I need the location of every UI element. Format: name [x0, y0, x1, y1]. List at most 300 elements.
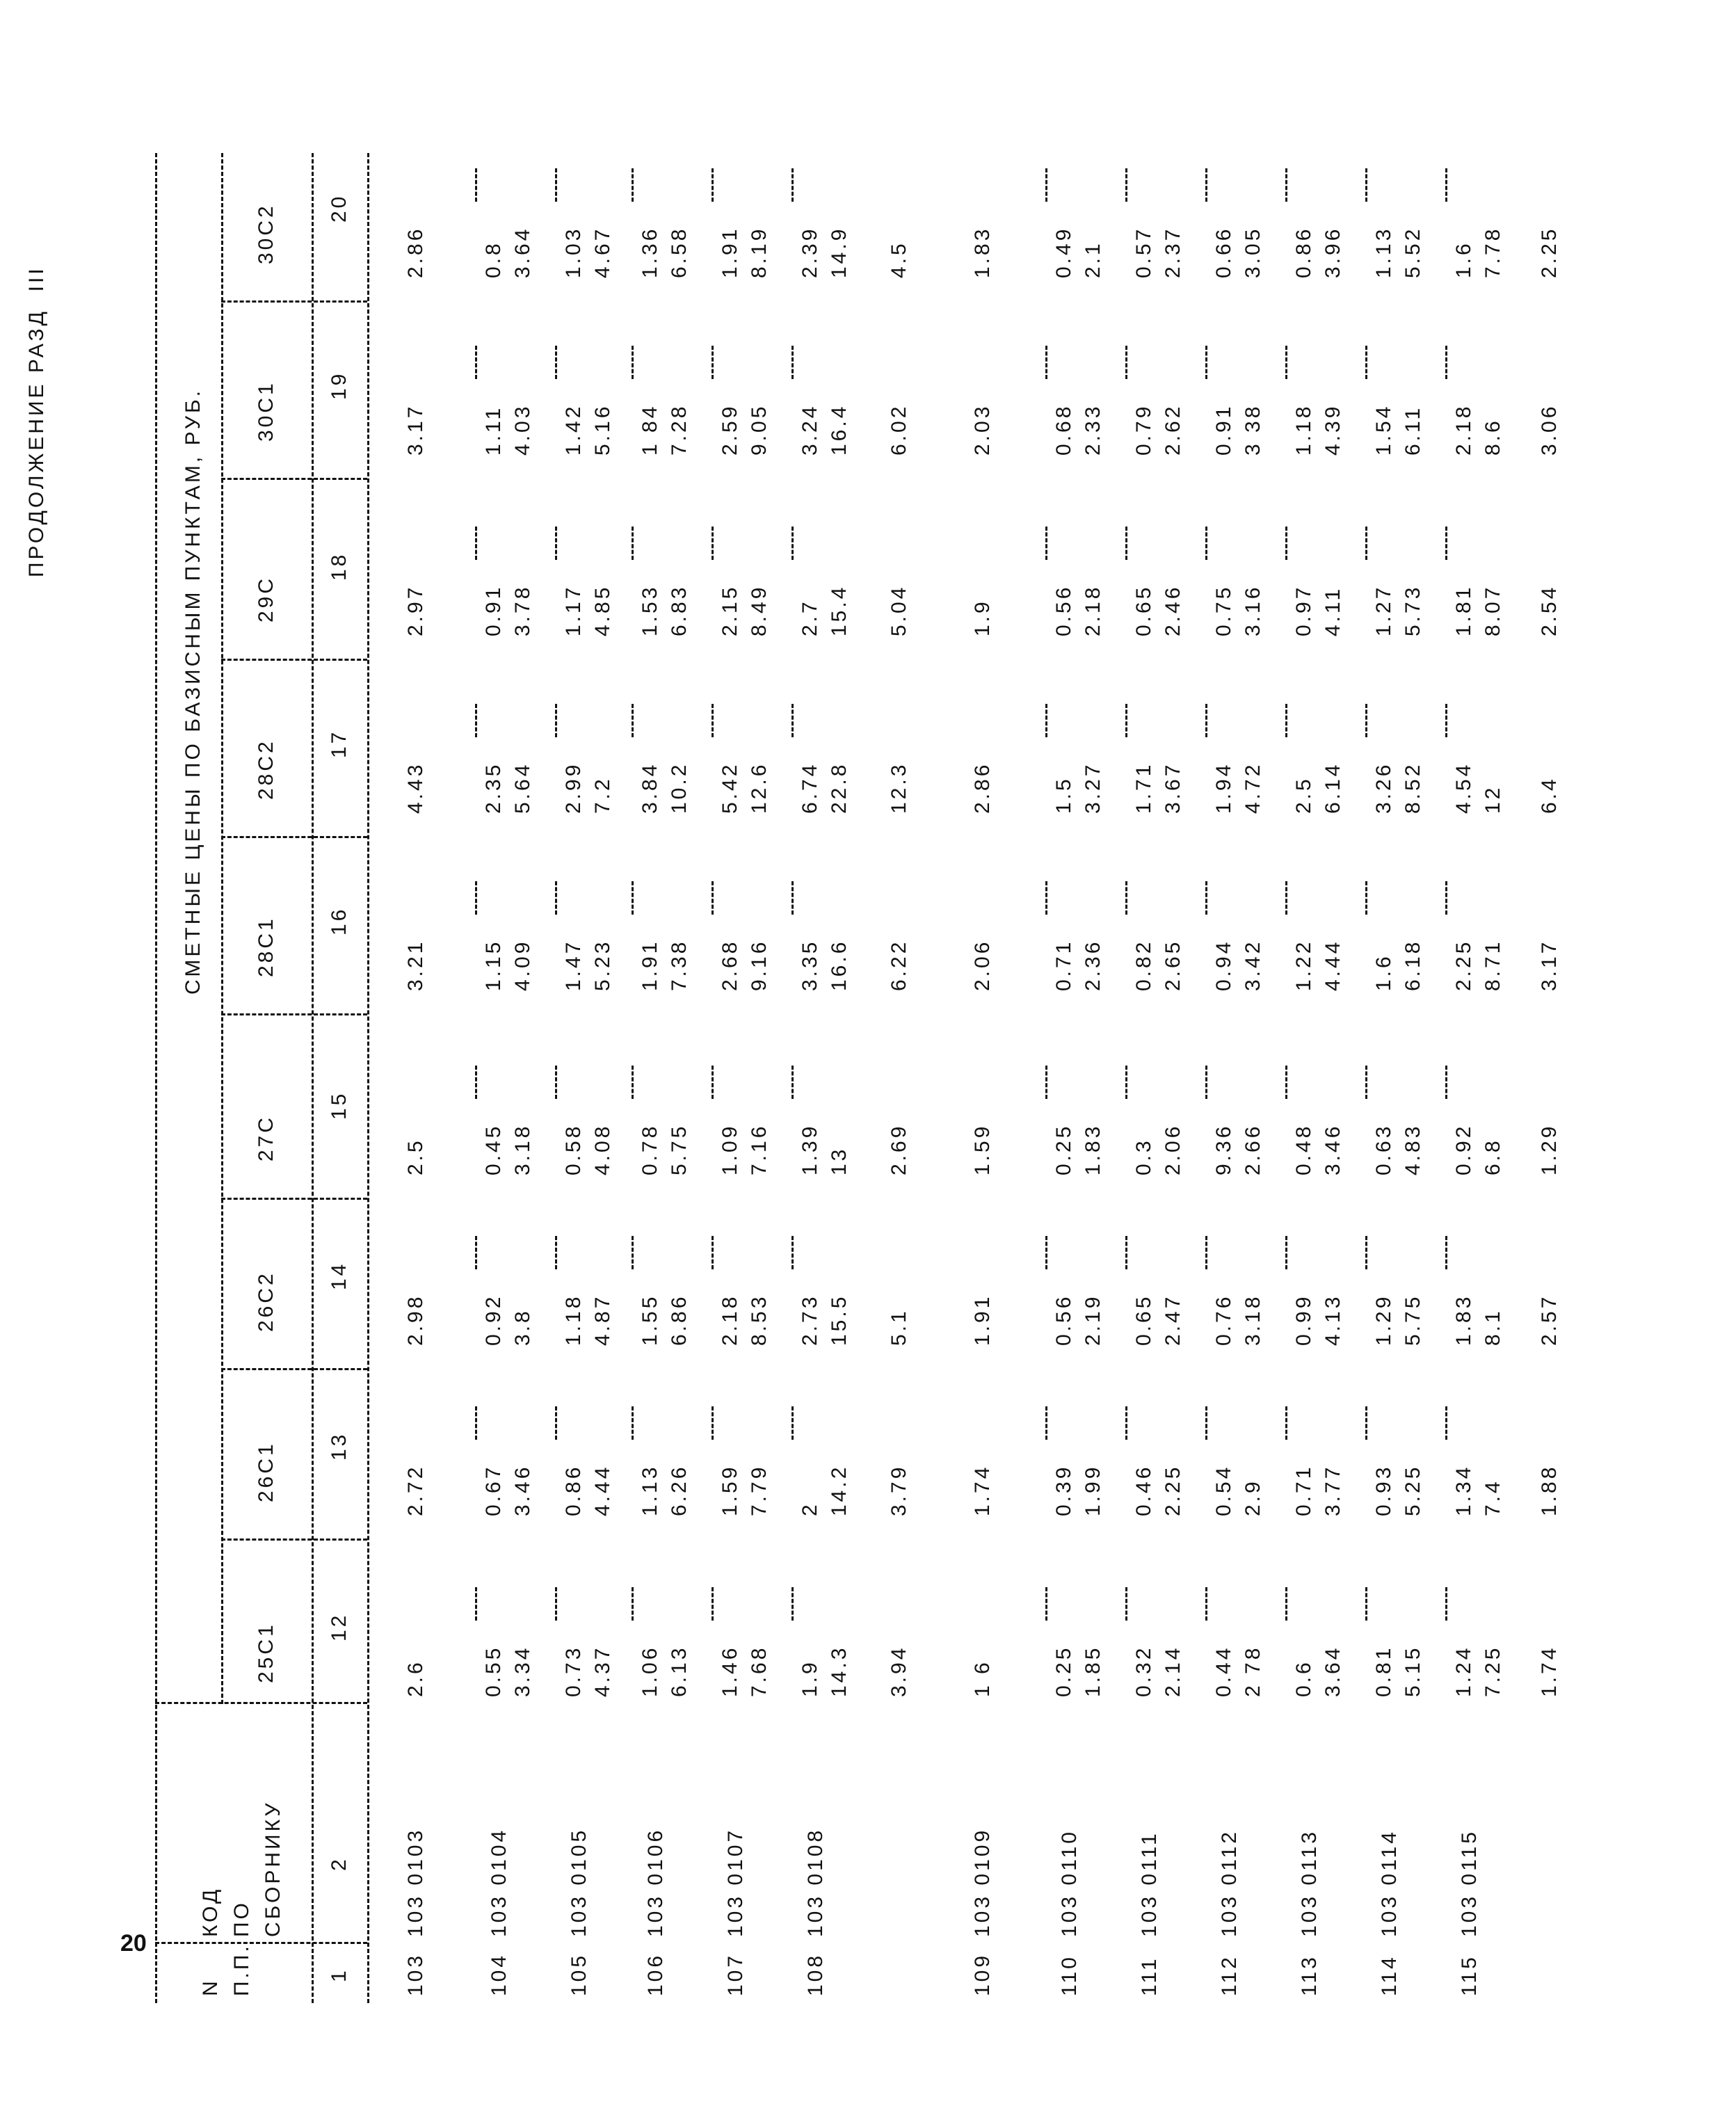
pair-separator: [1445, 704, 1447, 737]
price-value-top: 0.68: [1052, 403, 1075, 456]
group-header: СМЕТНЫЕ ЦЕНЫ ПО БАЗИСНЫМ ПУНКТАМ, РУБ.: [182, 388, 204, 995]
price-value-bottom: 1.85: [1082, 1645, 1104, 1697]
price-value-bottom: 3.64: [1321, 1645, 1344, 1697]
column-number: 2: [328, 1856, 351, 1871]
price-value-top: 0.92: [1452, 1123, 1475, 1175]
price-value-bottom: 15.5: [828, 1294, 851, 1346]
pair-separator: [632, 346, 634, 379]
pair-separator: [1285, 1236, 1287, 1269]
price-value: 1.88: [1538, 1464, 1561, 1516]
pair-separator: [791, 1066, 794, 1099]
price-value: 3.79: [887, 1464, 910, 1516]
price-value-bottom: 4.08: [591, 1123, 614, 1175]
price-value-bottom: 2.19: [1082, 1294, 1104, 1346]
pair-separator: [632, 1406, 634, 1440]
price-value-bottom: 15.4: [828, 584, 851, 636]
pair-separator: [1045, 881, 1047, 915]
price-value-top: 6.74: [798, 762, 821, 814]
price-value-bottom: 5.75: [668, 1123, 691, 1175]
column-number: 20: [328, 193, 351, 223]
price-value-bottom: 6.86: [668, 1294, 691, 1346]
column-number: 12: [328, 1612, 351, 1641]
price-value-top: 0.46: [1132, 1464, 1155, 1516]
price-value-top: 0.49: [1052, 226, 1075, 278]
header-divider-4: [221, 1013, 367, 1015]
price-value-bottom: 8.19: [748, 226, 771, 278]
price-value-top: 2.73: [798, 1294, 821, 1346]
table-top-rule: [155, 153, 157, 2003]
price-value-bottom: 5.25: [1401, 1464, 1424, 1516]
price-value-bottom: 3 38: [1241, 403, 1264, 456]
row-code: 103 0110: [1058, 1829, 1081, 1937]
header-divider-n: [155, 1942, 367, 1944]
pair-separator: [712, 346, 714, 379]
price-value-top: 1.91: [638, 939, 661, 991]
price-value: 2.98: [404, 1294, 427, 1346]
price-value-top: 2.7: [798, 599, 821, 636]
price-value-top: 5.42: [718, 762, 741, 814]
price-value-bottom: 4.13: [1321, 1294, 1344, 1346]
price-value-top: 0.44: [1212, 1645, 1235, 1697]
price-value: 2.6: [404, 1660, 427, 1697]
price-col-header: 27С: [255, 1114, 278, 1162]
price-value-bottom: 1.99: [1082, 1464, 1104, 1516]
row-number: 105: [568, 1952, 590, 1996]
pair-separator: [1445, 1587, 1447, 1621]
header-divider-8: [221, 300, 367, 303]
pair-separator: [1205, 168, 1207, 202]
pair-separator: [555, 1406, 557, 1440]
price-value: 6.22: [887, 939, 910, 991]
price-value-top: 2.18: [1452, 403, 1475, 456]
pair-separator: [1365, 1406, 1367, 1440]
price-value-top: 3.26: [1372, 762, 1395, 814]
col-code-header-2: ПО: [230, 1900, 253, 1937]
price-value-bottom: 2.46: [1162, 584, 1184, 636]
pair-separator: [555, 1587, 557, 1621]
price-value-bottom: 3.42: [1241, 939, 1264, 991]
price-value: 1 6: [971, 1660, 994, 1697]
price-value-top: 2.35: [482, 762, 505, 814]
row-code: 103 0114: [1378, 1829, 1401, 1937]
price-value-bottom: 9.05: [748, 403, 771, 456]
row-code: 103 0115: [1458, 1829, 1481, 1937]
price-value: 2.25: [1538, 226, 1561, 278]
price-value-top: 1.9: [798, 1660, 821, 1697]
price-value-bottom: 7.2: [591, 776, 614, 814]
price-value-top: 1.47: [562, 939, 585, 991]
pair-separator: [791, 527, 794, 560]
price-value-bottom: 4.67: [591, 226, 614, 278]
price-value: 6.4: [1538, 776, 1561, 814]
pair-separator: [1125, 1406, 1127, 1440]
price-value-top: 3.35: [798, 939, 821, 991]
page-number: 20: [120, 1930, 147, 1957]
column-number: 17: [328, 729, 351, 758]
price-value-bottom: 5.23: [591, 939, 614, 991]
pair-separator: [1045, 1066, 1047, 1099]
pair-separator: [712, 704, 714, 737]
column-number: 13: [328, 1431, 351, 1461]
price-value: 3.17: [1538, 939, 1561, 991]
price-col-header: 28С2: [255, 739, 278, 800]
header-rule-1: [312, 153, 314, 2003]
price-value-bottom: 3.8: [511, 1308, 534, 1346]
price-value-bottom: 3.16: [1241, 584, 1264, 636]
price-value-top: 0.25: [1052, 1123, 1075, 1175]
price-value-top: 0.3: [1132, 1138, 1155, 1175]
row-code: 103 0106: [644, 1827, 667, 1937]
pair-separator: [712, 1406, 714, 1440]
price-value-bottom: 22.8: [828, 762, 851, 814]
price-value-bottom: 2 78: [1241, 1645, 1264, 1697]
pair-separator: [1125, 1066, 1127, 1099]
pair-separator: [1125, 881, 1127, 915]
price-value-top: 1.13: [1372, 226, 1395, 278]
price-col-header: 30С2: [255, 203, 278, 264]
price-col-header: 26С1: [255, 1441, 278, 1502]
price-value-bottom: 8.07: [1481, 584, 1504, 636]
price-value-top: 1.81: [1452, 584, 1475, 636]
price-value-bottom: 8.49: [748, 584, 771, 636]
pair-separator: [1285, 527, 1287, 560]
header-divider-7: [221, 478, 367, 480]
col-code-header-3: СБОРНИКУ: [262, 1800, 284, 1937]
price-value-bottom: 4.11: [1321, 586, 1344, 636]
price-value-top: 0.56: [1052, 584, 1075, 636]
price-value-top: 0.86: [562, 1464, 585, 1516]
pair-separator: [1045, 168, 1047, 202]
pair-separator: [475, 346, 477, 379]
price-value-bottom: 6.83: [668, 584, 691, 636]
price-value: 12.3: [887, 762, 910, 814]
pair-separator: [1125, 346, 1127, 379]
header-divider-2: [221, 1368, 367, 1370]
pair-separator: [1365, 168, 1367, 202]
price-value-top: 0.71: [1292, 1464, 1315, 1516]
price-value: 6.02: [887, 403, 910, 456]
price-value-top: 1.06: [638, 1645, 661, 1697]
pair-separator: [1285, 1406, 1287, 1440]
pair-separator: [1365, 346, 1367, 379]
price-value-bottom: 12.6: [748, 762, 771, 814]
row-number: 112: [1218, 1954, 1241, 1996]
price-value-bottom: 8.6: [1481, 418, 1504, 456]
price-value-top: 0.65: [1132, 1294, 1155, 1346]
price-value-bottom: 6.8: [1481, 1138, 1504, 1175]
price-value-top: 0.71: [1052, 939, 1075, 991]
price-value: 2.06: [971, 939, 994, 991]
price-value-top: 0.8: [482, 241, 505, 278]
pair-separator: [1045, 527, 1047, 560]
price-value-top: 0.66: [1212, 226, 1235, 278]
price-value-top: 2.99: [562, 762, 585, 814]
row-code: 103 0109: [971, 1827, 994, 1937]
price-value: 5.04: [887, 584, 910, 636]
row-number: 114: [1378, 1954, 1401, 1996]
price-value-top: 0.82: [1132, 939, 1155, 991]
price-col-header: 29С: [255, 575, 278, 622]
price-value-bottom: 12: [1481, 785, 1504, 814]
price-value-bottom: 6.26: [668, 1464, 691, 1516]
price-value-bottom: 2.66: [1241, 1123, 1264, 1175]
price-value-top: 1.94: [1212, 762, 1235, 814]
price-value-bottom: 3.27: [1082, 762, 1104, 814]
price-value-bottom: 7.79: [748, 1464, 771, 1516]
pair-separator: [1445, 168, 1447, 202]
pair-separator: [1205, 1066, 1207, 1099]
col-n-header-2: П.П.: [230, 1943, 253, 1996]
row-code: 103 0104: [488, 1827, 511, 1937]
price-value-top: 1.5: [1052, 776, 1075, 814]
header-divider-3: [221, 1198, 367, 1200]
price-value: 3.17: [404, 403, 427, 456]
price-value-top: 1 84: [638, 403, 661, 456]
price-value-top: 0.55: [482, 1645, 505, 1697]
price-value-bottom: 5.52: [1401, 226, 1424, 278]
col-code-header: КОД: [199, 1886, 222, 1937]
pair-separator: [475, 1587, 477, 1621]
price-value-top: 1.13: [638, 1464, 661, 1516]
pair-separator: [1285, 1066, 1287, 1099]
price-value-top: 2: [798, 1502, 821, 1516]
price-value: 2.54: [1538, 584, 1561, 636]
row-number: 108: [804, 1952, 827, 1996]
row-number: 109: [971, 1952, 994, 1996]
price-col-header: 26С2: [255, 1271, 278, 1332]
price-value-bottom: 4.83: [1401, 1123, 1424, 1175]
price-value-bottom: 7.78: [1481, 226, 1504, 278]
price-value-top: 0.54: [1212, 1464, 1235, 1516]
price-value-top: 0.78: [638, 1123, 661, 1175]
price-value-bottom: 14.9: [828, 226, 851, 278]
row-number: 110: [1058, 1954, 1081, 1996]
price-value: 1.91: [971, 1294, 994, 1346]
price-value-bottom: 5.15: [1401, 1645, 1424, 1697]
price-value-bottom: 7.68: [748, 1645, 771, 1697]
price-value-top: 0.99: [1292, 1294, 1315, 1346]
row-number: 113: [1298, 1954, 1321, 1996]
row-code: 103 0112: [1218, 1829, 1241, 1937]
price-value-bottom: 4.03: [511, 403, 534, 456]
pair-separator: [1045, 704, 1047, 737]
price-value-bottom: 7.16: [748, 1123, 771, 1175]
continuation-title: ПРОДОЛЖЕНИЕ РАЗД III: [25, 266, 48, 577]
price-value-top: 0.91: [482, 584, 505, 636]
pair-separator: [1285, 704, 1287, 737]
pair-separator: [712, 1587, 714, 1621]
price-value-top: 0.86: [1292, 226, 1315, 278]
price-value-bottom: 2.36: [1082, 939, 1104, 991]
price-value-bottom: 5.75: [1401, 1294, 1424, 1346]
pair-separator: [1205, 527, 1207, 560]
price-value-top: 1.6: [1372, 954, 1395, 991]
price-value: 2.03: [971, 403, 994, 456]
price-value-bottom: 3.34: [511, 1645, 534, 1697]
pair-separator: [1445, 1406, 1447, 1440]
price-value-bottom: 7.38: [668, 939, 691, 991]
price-value-top: 1.42: [562, 403, 585, 456]
price-value-top: 0.97: [1292, 584, 1315, 636]
pair-separator: [1445, 346, 1447, 379]
price-col-header: 28С1: [255, 916, 278, 977]
pair-separator: [1445, 527, 1447, 560]
pair-separator: [632, 1066, 634, 1099]
price-value-top: 0.73: [562, 1645, 585, 1697]
price-value-bottom: 2.06: [1162, 1123, 1184, 1175]
price-value: 1.29: [1538, 1123, 1561, 1175]
price-value-bottom: 4.37: [591, 1645, 614, 1697]
price-value: 2.57: [1538, 1294, 1561, 1346]
price-value-bottom: 5.64: [511, 762, 534, 814]
row-code: 103 0105: [568, 1827, 590, 1937]
pair-separator: [1365, 881, 1367, 915]
pair-separator: [475, 881, 477, 915]
price-value: 3.06: [1538, 403, 1561, 456]
price-value-bottom: 2.47: [1162, 1294, 1184, 1346]
col-n-header: N: [199, 1978, 222, 1996]
price-value-top: 0.56: [1052, 1294, 1075, 1346]
price-value-top: 0.79: [1132, 403, 1155, 456]
price-value-top: 2.18: [718, 1294, 741, 1346]
price-value-top: 2.39: [798, 226, 821, 278]
price-value-top: 0.94: [1212, 939, 1235, 991]
pair-separator: [1205, 881, 1207, 915]
price-value-top: 1.34: [1452, 1464, 1475, 1516]
pair-separator: [475, 1406, 477, 1440]
price-value-bottom: 6.14: [1321, 762, 1344, 814]
price-value-bottom: 5.73: [1401, 584, 1424, 636]
column-number: 18: [328, 552, 351, 581]
price-value-top: 1.46: [718, 1645, 741, 1697]
pair-separator: [1205, 1406, 1207, 1440]
price-value: 3.94: [887, 1645, 910, 1697]
price-value-bottom: 5.16: [591, 403, 614, 456]
row-number: 107: [724, 1952, 747, 1996]
price-value: 1.9: [971, 599, 994, 636]
price-value-top: 0.25: [1052, 1645, 1075, 1697]
price-value-top: 1.24: [1452, 1645, 1475, 1697]
price-value-top: 1.83: [1452, 1294, 1475, 1346]
pair-separator: [555, 704, 557, 737]
price-value-top: 0.63: [1372, 1123, 1395, 1175]
price-value-top: 1.18: [562, 1294, 585, 1346]
pair-separator: [555, 1066, 557, 1099]
price-value-top: 1.18: [1292, 403, 1315, 456]
price-value-bottom: 4.44: [591, 1464, 614, 1516]
price-value-bottom: 8.1: [1481, 1308, 1504, 1346]
price-value-bottom: 8.53: [748, 1294, 771, 1346]
price-value-top: 1.6: [1452, 241, 1475, 278]
price-value: 3.21: [404, 939, 427, 991]
header-divider-code: [155, 1702, 367, 1704]
price-value-top: 1.11: [482, 405, 505, 456]
price-value-top: 0.58: [562, 1123, 585, 1175]
price-value-top: 0.45: [482, 1123, 505, 1175]
pair-separator: [712, 881, 714, 915]
pair-separator: [632, 527, 634, 560]
price-value: 1.83: [971, 226, 994, 278]
column-number: 1: [328, 1968, 351, 1982]
pair-separator: [1365, 1587, 1367, 1621]
price-value-bottom: 6.13: [668, 1645, 691, 1697]
price-value-top: 1.59: [718, 1464, 741, 1516]
price-value-top: 1.29: [1372, 1294, 1395, 1346]
price-value-bottom: 7.4: [1481, 1479, 1504, 1516]
pair-separator: [1045, 1406, 1047, 1440]
price-value-bottom: 2.9: [1241, 1479, 1264, 1516]
pair-separator: [632, 881, 634, 915]
price-value-bottom: 6.18: [1401, 939, 1424, 991]
pair-separator: [1365, 527, 1367, 560]
price-value-bottom: 3.67: [1162, 762, 1184, 814]
pair-separator: [1125, 527, 1127, 560]
price-value-top: 0.92: [482, 1294, 505, 1346]
price-value-top: 1.39: [798, 1123, 821, 1175]
price-value-bottom: 1.83: [1082, 1123, 1104, 1175]
price-value-top: 2.15: [718, 584, 741, 636]
pair-separator: [1125, 168, 1127, 202]
row-number: 103: [404, 1952, 427, 1996]
pair-separator: [1365, 1066, 1367, 1099]
price-value-bottom: 3.46: [511, 1464, 534, 1516]
pair-separator: [475, 1066, 477, 1099]
pair-separator: [1125, 1236, 1127, 1269]
price-value-bottom: 2.1: [1082, 241, 1104, 278]
price-value-bottom: 4.72: [1241, 762, 1264, 814]
pair-separator: [632, 1587, 634, 1621]
row-number: 115: [1458, 1954, 1481, 1996]
pair-separator: [712, 1066, 714, 1099]
pair-separator: [1045, 1236, 1047, 1269]
row-number: 106: [644, 1952, 667, 1996]
pair-separator: [1445, 1236, 1447, 1269]
price-value-top: 0.57: [1132, 226, 1155, 278]
price-value-bottom: 4.39: [1321, 403, 1344, 456]
price-value: 1.74: [1538, 1645, 1561, 1697]
price-value-bottom: 2.37: [1162, 226, 1184, 278]
price-value-top: 0.67: [482, 1464, 505, 1516]
price-value-top: 1.54: [1372, 403, 1395, 456]
price-value-top: 0.48: [1292, 1123, 1315, 1175]
price-value-bottom: 7.28: [668, 403, 691, 456]
pair-separator: [791, 1587, 794, 1621]
rotated-price-table: [25, 153, 1699, 1996]
price-value-bottom: 16.6: [828, 939, 851, 991]
column-number: 16: [328, 906, 351, 935]
price-value: 2.5: [404, 1138, 427, 1175]
row-number: 111: [1138, 1956, 1161, 1996]
pair-separator: [791, 881, 794, 915]
group-header-rule: [221, 153, 223, 1704]
price-value-top: 0.76: [1212, 1294, 1235, 1346]
price-value-bottom: 4.44: [1321, 939, 1344, 991]
pair-separator: [1205, 1587, 1207, 1621]
price-value-bottom: 14.3: [828, 1645, 851, 1697]
header-rule-2: [367, 153, 369, 2003]
pair-separator: [555, 1236, 557, 1269]
price-value-top: 0.93: [1372, 1464, 1395, 1516]
price-value-bottom: 2.25: [1162, 1464, 1184, 1516]
price-value-top: 3.84: [638, 762, 661, 814]
header-divider-6: [221, 659, 367, 661]
pair-separator: [475, 527, 477, 560]
price-value-top: 0.39: [1052, 1464, 1075, 1516]
header-divider-5: [221, 836, 367, 838]
price-value-top: 1.71: [1132, 762, 1155, 814]
pair-separator: [632, 704, 634, 737]
price-value: 1.59: [971, 1123, 994, 1175]
